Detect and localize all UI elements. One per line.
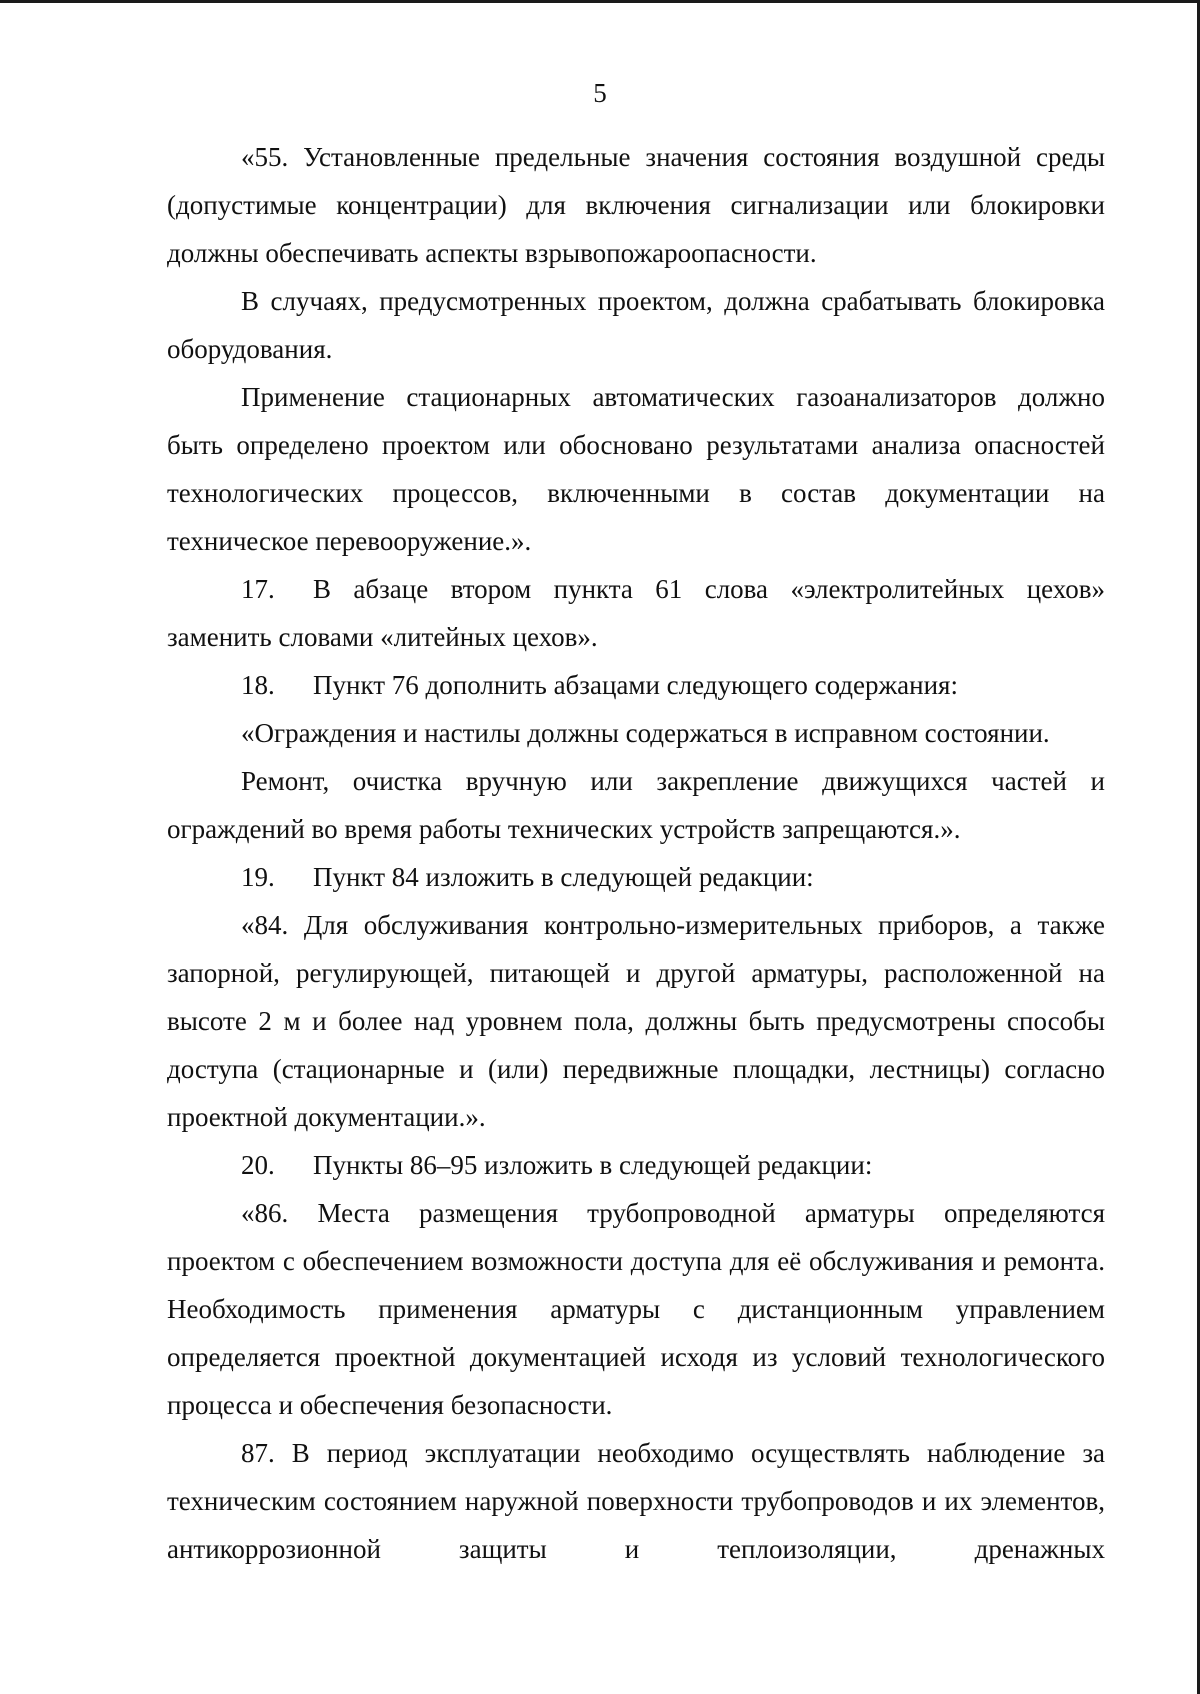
paragraph-87: 87. В период эксплуатации необходимо осуществлять наблюдение за техническим состоянием наружной поверхности трубопроводов и их элементов, антикоррозионной защиты и теплоизоляции, дренажных (167, 1438, 1105, 1564)
document-body (167, 133, 1105, 1573)
page-border-top (0, 0, 1200, 3)
paragraph-repair: Ремонт, очистка вручную или закрепление движущихся частей и ограждений во время работы технических устройств запрещаются.». (167, 766, 1105, 844)
item-number: 17. (241, 574, 275, 604)
item-number: 20. (241, 1150, 275, 1180)
item-number: 18. (241, 670, 275, 700)
item-18 (167, 661, 1105, 709)
paragraph-gas-analyzers: Применение стационарных автоматических газоанализаторов должно быть определено проектом или обосновано результатами анализа опасностей технологических процессов, включенными в состав документации на техническое перевооружение.». (167, 382, 1105, 556)
paragraph-86: «86. Места размещения трубопроводной арматуры определяются проектом с обеспечением возможности доступа для её обслуживания и ремонта. Необходимость применения арматуры с дистанционным управлением определяется проектной документацией исходя из условий технологического процесса и обеспечения безопасности. (167, 1198, 1105, 1420)
item-text: Пункты 86–95 изложить в следующей редакции: (313, 1150, 873, 1180)
paragraph-84: «84. Для обслуживания контрольно-измерительных приборов, а также запорной, регулирующей, питающей и другой арматуры, расположенной на высоте 2 м и более над уровнем пола, должны быть предусмотрены способы доступа (стационарные и (или) передвижные площадки, лестницы) согласно проектной документации.». (167, 910, 1105, 1132)
item-19 (167, 853, 1105, 901)
item-text: Пункт 76 дополнить абзацами следующего содержания: (313, 670, 958, 700)
paragraph-55: «55. Установленные предельные значения состояния воздушной среды (допустимые концентрации) для включения сигнализации или блокировки должны обеспечивать аспекты взрывопожароопасности. (167, 142, 1105, 268)
paragraph-blocking: В случаях, предусмотренных проектом, должна срабатывать блокировка оборудования. (167, 286, 1105, 364)
item-20 (167, 1141, 1105, 1189)
paragraph-fences: «Ограждения и настилы должны содержаться в исправном состоянии. (241, 718, 1050, 748)
page-number: 5 (593, 78, 607, 108)
item-text: В абзаце втором пункта 61 слова «электролитейных цехов» заменить словами «литейных цехов». (167, 574, 1105, 652)
item-number: 19. (241, 862, 275, 892)
item-text: Пункт 84 изложить в следующей редакции: (313, 862, 814, 892)
item-17 (167, 565, 1105, 661)
